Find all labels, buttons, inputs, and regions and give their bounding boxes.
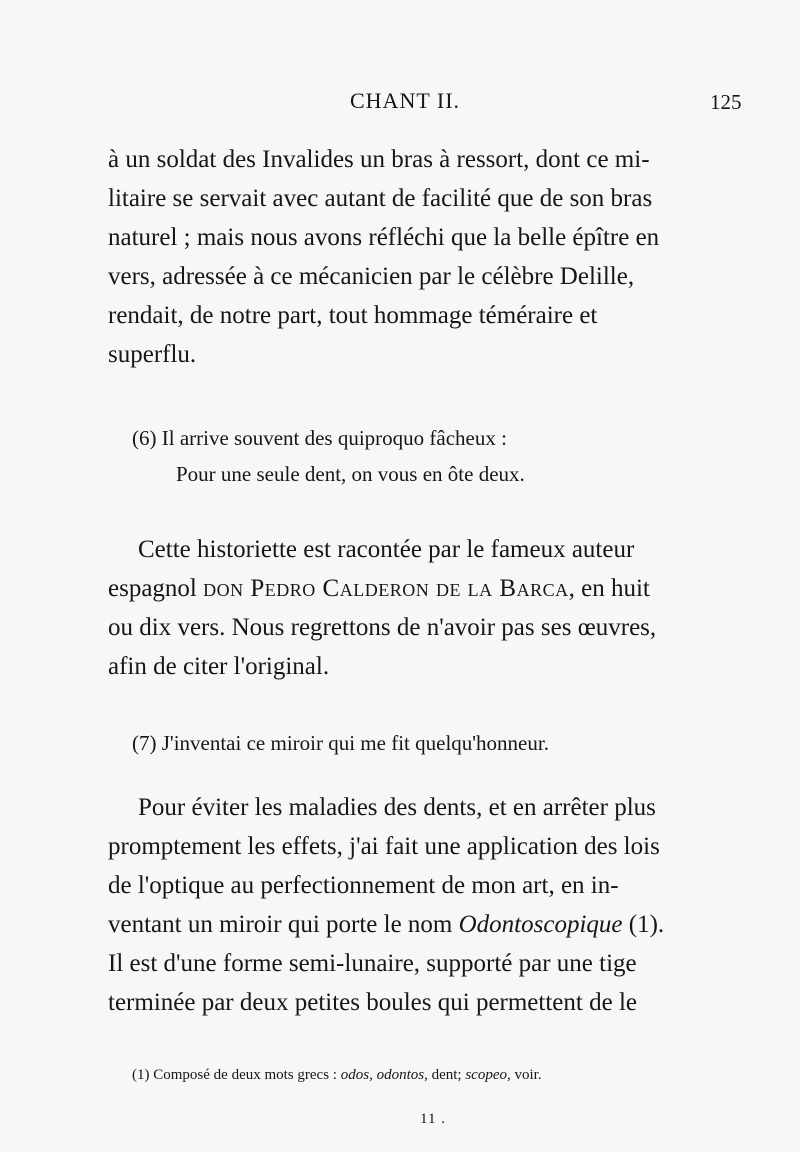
verse-line-2: Pour une seule dent, on vous en ôte deux. [176,462,525,486]
verse-line-1: (6) Il arrive souvent des quiproquo fâcheux : [132,426,507,450]
text-line: à un soldat des Invalides un bras à ressort, dont ce mi- [108,146,650,173]
footnote-text: , [369,1067,377,1083]
running-head: CHANT II. [350,88,461,113]
footnote-text: , voir. [506,1067,542,1083]
text-line: Cette historiette est racontée par le fameux auteur [138,536,635,563]
text-line: superflu. [108,341,197,368]
text-line: de l'optique au perfectionnement de mon art, en in- [108,872,619,899]
text-line: afin de citer l'original. [108,653,330,680]
page-header [0,88,800,118]
greek-word: odos [340,1067,370,1083]
greek-word: scopeo [465,1067,507,1083]
footnote [132,1067,772,1084]
text-line: promptement les effets, j'ai fait une application des lois [108,833,660,860]
text-line [108,905,758,944]
paragraph-1 [108,140,758,374]
text-line [108,569,758,608]
text-line: ou dix vers. Nous regrettons de n'avoir pas ses œuvres, [108,614,657,641]
text-fragment: espagnol [108,575,204,602]
text-line: naturel ; mais nous avons réfléchi que la belle épître en [108,224,660,251]
footnote-text: , dent; [424,1067,466,1083]
text-fragment: (1). [622,911,665,938]
note-7-verse [132,725,732,761]
text-line: vers, adressée à ce mécanicien par le célèbre Delille, [108,263,635,290]
signature-mark: 11 . [420,1111,446,1127]
greek-word: odontos [376,1067,425,1083]
author-name: don Pedro Calderon de la Barca [203,575,569,602]
text-line: Pour éviter les maladies des dents, et en arrêter plus [138,794,656,821]
text-line: litaire se servait avec autant de facilité que de son bras [108,185,653,212]
text-fragment: , en huit [568,575,650,602]
verse-line: (7) J'inventai ce miroir qui me fit quelqu'honneur. [132,731,549,755]
page-number: 125 [710,90,742,114]
paragraph-3 [108,788,758,1022]
paragraph-2 [108,530,758,686]
footnote-text: (1) Composé de deux mots grecs : [132,1067,341,1083]
italic-term: Odontoscopique [458,911,623,938]
text-fragment: ventant un miroir qui porte le nom [108,911,459,938]
text-line: terminée par deux petites boules qui permettent de le [108,989,637,1016]
text-line: rendait, de notre part, tout hommage téméraire et [108,302,598,329]
text-line: Il est d'une forme semi-lunaire, supporté par une tige [108,950,637,977]
note-6-verse [132,420,732,492]
